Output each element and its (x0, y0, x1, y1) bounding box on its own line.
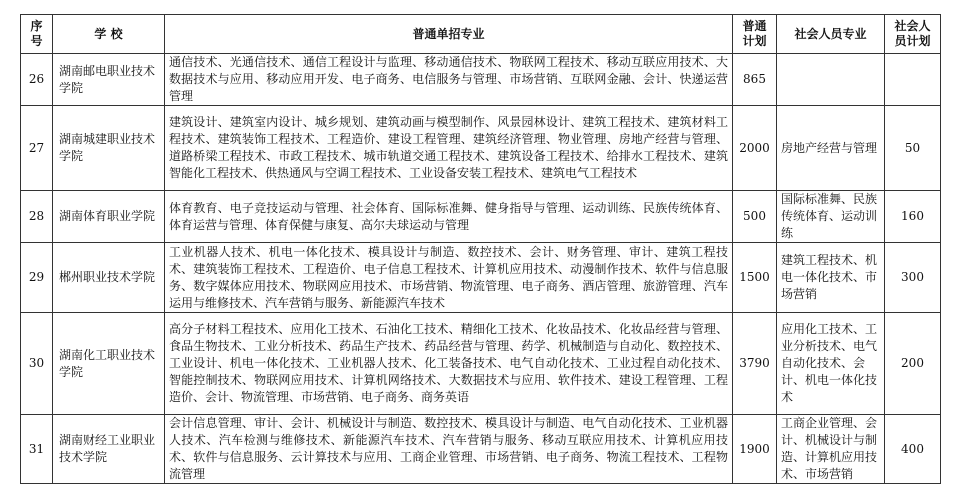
table-row (21, 54, 941, 106)
header-row (21, 15, 941, 54)
regular-majors: 会计信息管理、审计、会计、机械设计与制造、数控技术、模具设计与制造、电气自动化技术、工业机器人技术、汽车检测与维修技术、新能源汽车技术、汽车营销与服务、移动互联应用技术、计算机应用技术、软件与信息服务、云计算技术与应用、工商企业管理、市场营销、电子商务、物流工程技术、工程物流管理 (165, 415, 733, 484)
header-major: 普通单招专业 (165, 15, 733, 54)
regular-plan: 1900 (733, 415, 777, 484)
school-name: 湖南邮电职业技术学院 (53, 54, 165, 106)
social-majors: 房地产经营与管理 (777, 106, 885, 191)
school-name: 湖南财经工业职业技术学院 (53, 415, 165, 484)
social-plan: 200 (885, 313, 941, 415)
regular-majors: 工业机器人技术、机电一体化技术、模具设计与制造、数控技术、会计、财务管理、审计、建筑工程技术、建筑装饰工程技术、工程造价、电子信息工程技术、计算机应用技术、动漫制作技术、软件与信息服务、数字媒体应用技术、物联网应用技术、市场营销、物流管理、电子商务、酒店管理、旅游管理、汽车运用与维修技术、汽车营销与服务、新能源汽车技术 (165, 243, 733, 313)
header-no: 序号 (21, 15, 53, 54)
social-majors: 国际标准舞、民族传统体育、运动训练 (777, 191, 885, 243)
row-number: 31 (21, 415, 53, 484)
row-number: 27 (21, 106, 53, 191)
row-number: 26 (21, 54, 53, 106)
row-number: 29 (21, 243, 53, 313)
row-number: 28 (21, 191, 53, 243)
regular-plan: 865 (733, 54, 777, 106)
social-plan (885, 54, 941, 106)
admissions-table (20, 14, 941, 484)
social-majors (777, 54, 885, 106)
regular-majors: 体育教育、电子竞技运动与管理、社会体育、国际标准舞、健身指导与管理、运动训练、民族传统体育、体育运营与管理、体育保健与康复、高尔夫球运动与管理 (165, 191, 733, 243)
social-plan: 50 (885, 106, 941, 191)
regular-majors: 高分子材料工程技术、应用化工技术、石油化工技术、精细化工技术、化妆品技术、化妆品经营与管理、食品生物技术、工业分析技术、药品生产技术、药品经营与管理、药学、机械制造与自动化、数控技术、工业设计、机电一体化技术、工业机器人技术、化工装备技术、电气自动化技术、工业过程自动化技术、智能控制技术、物联网应用技术、计算机网络技术、大数据技术与应用、软件技术、建设工程管理、工程造价、会计、物流管理、市场营销、电子商务、商务英语 (165, 313, 733, 415)
regular-plan: 1500 (733, 243, 777, 313)
table-row (21, 106, 941, 191)
school-name: 郴州职业技术学院 (53, 243, 165, 313)
regular-majors: 建筑设计、建筑室内设计、城乡规划、建筑动画与模型制作、风景园林设计、建筑工程技术、建筑材料工程技术、建筑装饰工程技术、工程造价、建设工程管理、建筑经济管理、物业管理、房地产经营与管理、道路桥梁工程技术、市政工程技术、城市轨道交通工程技术、建筑设备工程技术、给排水工程技术、建筑智能化工程技术、供热通风与空调工程技术、工业设备安装工程技术、建筑电气工程技术 (165, 106, 733, 191)
header-social-major: 社会人员专业 (777, 15, 885, 54)
school-name: 湖南体育职业学院 (53, 191, 165, 243)
school-name: 湖南城建职业技术学院 (53, 106, 165, 191)
social-plan: 300 (885, 243, 941, 313)
social-majors: 建筑工程技术、机电一体化技术、市场营销 (777, 243, 885, 313)
header-plan: 普通计划 (733, 15, 777, 54)
header-school: 学 校 (53, 15, 165, 54)
header-social-plan: 社会人员计划 (885, 15, 941, 54)
row-number: 30 (21, 313, 53, 415)
school-name: 湖南化工职业技术学院 (53, 313, 165, 415)
social-plan: 400 (885, 415, 941, 484)
table-row (21, 313, 941, 415)
social-majors: 工商企业管理、会计、机械设计与制造、计算机应用技术、市场营销 (777, 415, 885, 484)
social-majors: 应用化工技术、工业分析技术、电气自动化技术、会计、机电一体化技术 (777, 313, 885, 415)
table-row (21, 243, 941, 313)
table-row (21, 191, 941, 243)
social-plan: 160 (885, 191, 941, 243)
regular-plan: 3790 (733, 313, 777, 415)
regular-plan: 500 (733, 191, 777, 243)
regular-plan: 2000 (733, 106, 777, 191)
regular-majors: 通信技术、光通信技术、通信工程设计与监理、移动通信技术、物联网工程技术、移动互联应用技术、大数据技术与应用、移动应用开发、电子商务、电信服务与管理、市场营销、互联网金融、会计、快递运营管理 (165, 54, 733, 106)
table-row (21, 415, 941, 484)
